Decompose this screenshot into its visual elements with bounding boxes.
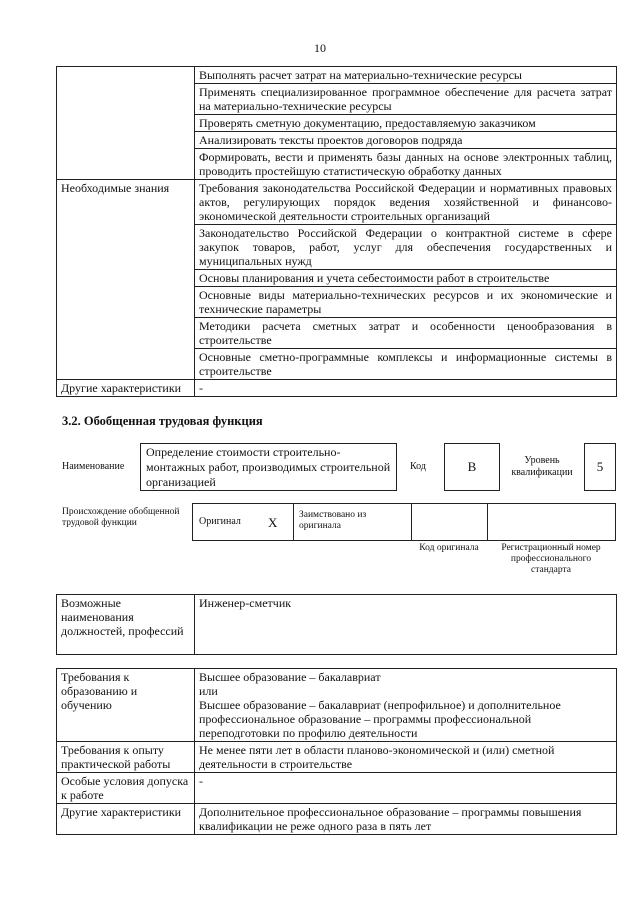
knowledge-item: Методики расчета сметных затрат и особенности ценообразования в строительстве <box>195 318 617 349</box>
education-line: Высшее образование – бакалавриат <box>199 670 381 684</box>
origin-label: Происхождение обобщенной трудовой функции <box>62 507 180 528</box>
other-characteristics-label: Другие характеристики <box>57 380 195 397</box>
code-label: Код <box>410 461 426 472</box>
skill-item: Выполнять расчет затрат на материально-технические ресурсы <box>195 67 617 84</box>
other-label: Другие характеристики <box>57 804 195 835</box>
skill-item: Формировать, вести и применять базы данных на основе электронных таблиц, проводить простейшую статистическую обработку данных <box>195 149 617 180</box>
education-value <box>195 669 617 742</box>
experience-label: Требования к опыту практической работы <box>57 742 195 773</box>
origin-divider-2 <box>411 504 412 540</box>
other-value: Дополнительное профессиональное образование – программы повышения квалификации не реже одного раза в пять лет <box>195 804 617 835</box>
code-box <box>444 443 500 491</box>
positions-label: Возможные наименования должностей, профессий <box>57 595 195 655</box>
knowledge-item: Основы планирования и учета себестоимости работ в строительстве <box>195 270 617 287</box>
other-characteristics-value: - <box>195 380 617 397</box>
special-conditions-label: Особые условия допуска к работе <box>57 773 195 804</box>
function-name-box <box>140 443 397 491</box>
code-original-caption: Код оригинала <box>419 543 479 553</box>
skill-item: Проверять сметную документацию, предоставляемую заказчиком <box>195 115 617 132</box>
skills-label-cell <box>57 67 195 180</box>
borrowed-label: Заимствовано из оригинала <box>299 510 367 531</box>
positions-value: Инженер-сметчик <box>195 595 617 655</box>
knowledge-item: Основные сметно-программные комплексы и информационные системы в строительстве <box>195 349 617 380</box>
education-label: Требования к образованию и обучению <box>57 669 195 742</box>
original-label: Оригинал <box>199 516 241 527</box>
section-title: 3.2. Обобщенная трудовая функция <box>62 414 263 428</box>
origin-divider-3 <box>487 504 488 540</box>
education-line: Высшее образование – бакалавриат (непрофильное) и дополнительное профессиональное образование – программы профессиональной переподготовки по профилю деятельности <box>199 698 561 740</box>
function-name-value: Определение стоимости строительно-монтажных работ, производимых строительной организацией <box>146 445 391 489</box>
level-label: Уровень квалификации <box>511 455 573 478</box>
education-line: или <box>199 684 218 698</box>
knowledge-item: Требования законодательства Российской Федерации и нормативных правовых актов, регулирующих порядок ведения хозяйственной и финансово-экономической деятельности строительных организаций <box>195 180 617 225</box>
skill-item: Применять специализированное программное обеспечение для расчета затрат на материально-технические ресурсы <box>195 84 617 115</box>
skill-item: Анализировать тексты проектов договоров подряда <box>195 132 617 149</box>
special-conditions-value: - <box>195 773 617 804</box>
knowledge-label: Необходимые знания <box>57 180 195 380</box>
code-value: B <box>467 459 477 474</box>
level-box <box>584 443 616 491</box>
original-mark: X <box>268 515 278 530</box>
name-label: Наименование <box>62 461 125 472</box>
registration-number-caption: Регистрационный номер профессионального стандарта <box>501 543 601 575</box>
level-value: 5 <box>596 459 604 474</box>
requirements-table <box>56 668 617 835</box>
origin-row <box>192 503 616 541</box>
origin-divider-1 <box>293 504 294 540</box>
page-number: 10 <box>314 41 326 55</box>
knowledge-item: Законодательство Российской Федерации о контрактной системе в сфере закупок товаров, работ, услуг для обеспечения государственных и муниципальных нужд <box>195 225 617 270</box>
skills-knowledge-table <box>56 66 617 397</box>
knowledge-item: Основные виды материально-технических ресурсов и их экономические и технические параметры <box>195 287 617 318</box>
positions-table <box>56 594 617 655</box>
experience-value: Не менее пяти лет в области планово-экономической и (или) сметной деятельности в строительстве <box>195 742 617 773</box>
